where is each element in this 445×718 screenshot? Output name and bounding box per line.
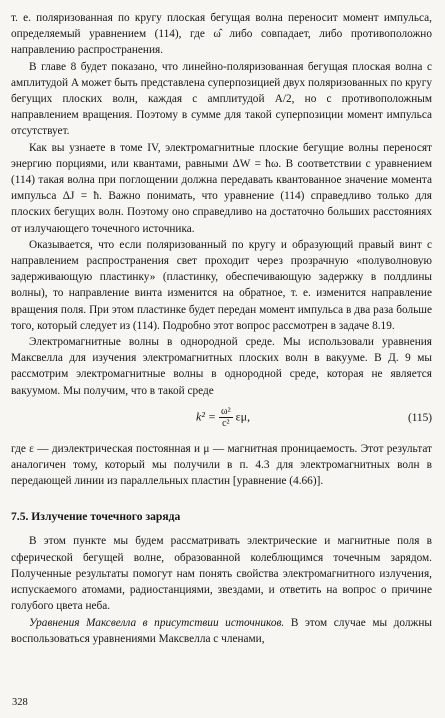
paragraph-point-charge: В этом пункте мы будем рассматривать электрические и магнитные поля в сферической бегущей волне, образованной колеблющимся точечным зарядом. Полученные результаты помогут нам понять свойства электромагнитного излучения, испускаемого атомами, радиостанциями, звездами, и ответить на вопрос о причине голубого цвета неба.: [11, 535, 432, 613]
equation-lhs: k² =: [196, 409, 220, 424]
paragraph-linear-polarization: В главе 8 будет показано, что линейно-поляризованная бегущая плоская волна с амплитудой A может быть представлена суперпозицией двух поляризованных по кругу бегущих плоских волн, каждая с амплитудой A/2, но с противоположным направлением вращения. Поэтому в сумме для такой суперпозиции момент импульса отсутствует.: [11, 60, 432, 138]
page-number: 328: [12, 697, 28, 708]
paragraph-permittivity: где ε — диэлектрическая постоянная и μ — магнитная проницаемость. Этот результат аналогичен тому, который мы получили в п. 4.3 для электромагнитных волн в передающей линии из параллельных пластин [уравнение (4.66)].: [11, 442, 432, 488]
equation-115: [11, 400, 432, 438]
paragraph-uniform-medium: Электромагнитные волны в однородной среде. Мы использовали уравнения Максвелла для изучения электромагнитных плоских волн в вакууме. В Д. 9 мы рассмотрим электромагнитные волны в однородной среде, которая не является вакуумом. Мы получим, что в такой среде: [11, 336, 432, 397]
paragraph-maxwell-sources: [11, 615, 432, 647]
section-heading: 7.5. Излучение точечного заряда: [11, 510, 181, 524]
equation-number: (115): [407, 411, 432, 424]
fraction-numerator: ω²: [221, 405, 231, 417]
paragraph-maxwell-sources-text: В этом случае мы должны воспользоваться уравнениями Максвелла с членами,: [11, 616, 432, 645]
equation-rhs: εμ,: [232, 409, 251, 424]
fraction-denominator: c²: [222, 417, 230, 429]
paragraph-continuation: т. е. поляризованная по кругу плоская бегущая волна переносит момент импульса, определяемый уравнением (114), где ω̂ либо совпадает, либо противоположно направлению распространения.: [11, 12, 432, 57]
paragraph-quanta: Как вы узнаете в томе IV, электромагнитные плоские бегущие волны переносят энергию порциями, или квантами, равными ΔW = ħω. В соответствии с уравнением (114) такая волна при поглощении должна передавать квантованное значение момента импульса ΔJ = ħ. Важно понимать, что уравнение (114) справедливо только для плоских бегущих волн. Поэтому оно справедливо на достаточно больших расстояниях от излучающего точечного источника.: [11, 141, 432, 235]
paragraph-half-wave-plate: Оказывается, что если поляризованный по кругу и образующий правый винт с направлением распространения свет проходит через прозрачную «полуволновую задерживающую пластинку» (пластинку, обеспечивающую задержку в полдлины волны), то направление винта изменится на обратное, т. е. изменится направление вращения поля. При этом пластинке будет передан момент импульса в два раза больше того, который следует из (114). Подробно этот вопрос рассмотрен в задаче 8.19.: [11, 238, 432, 332]
equation-fraction: [219, 406, 233, 429]
run-in-heading: Уравнения Максвелла в присутствии источников.: [29, 616, 285, 629]
equation-formula: [196, 406, 250, 429]
